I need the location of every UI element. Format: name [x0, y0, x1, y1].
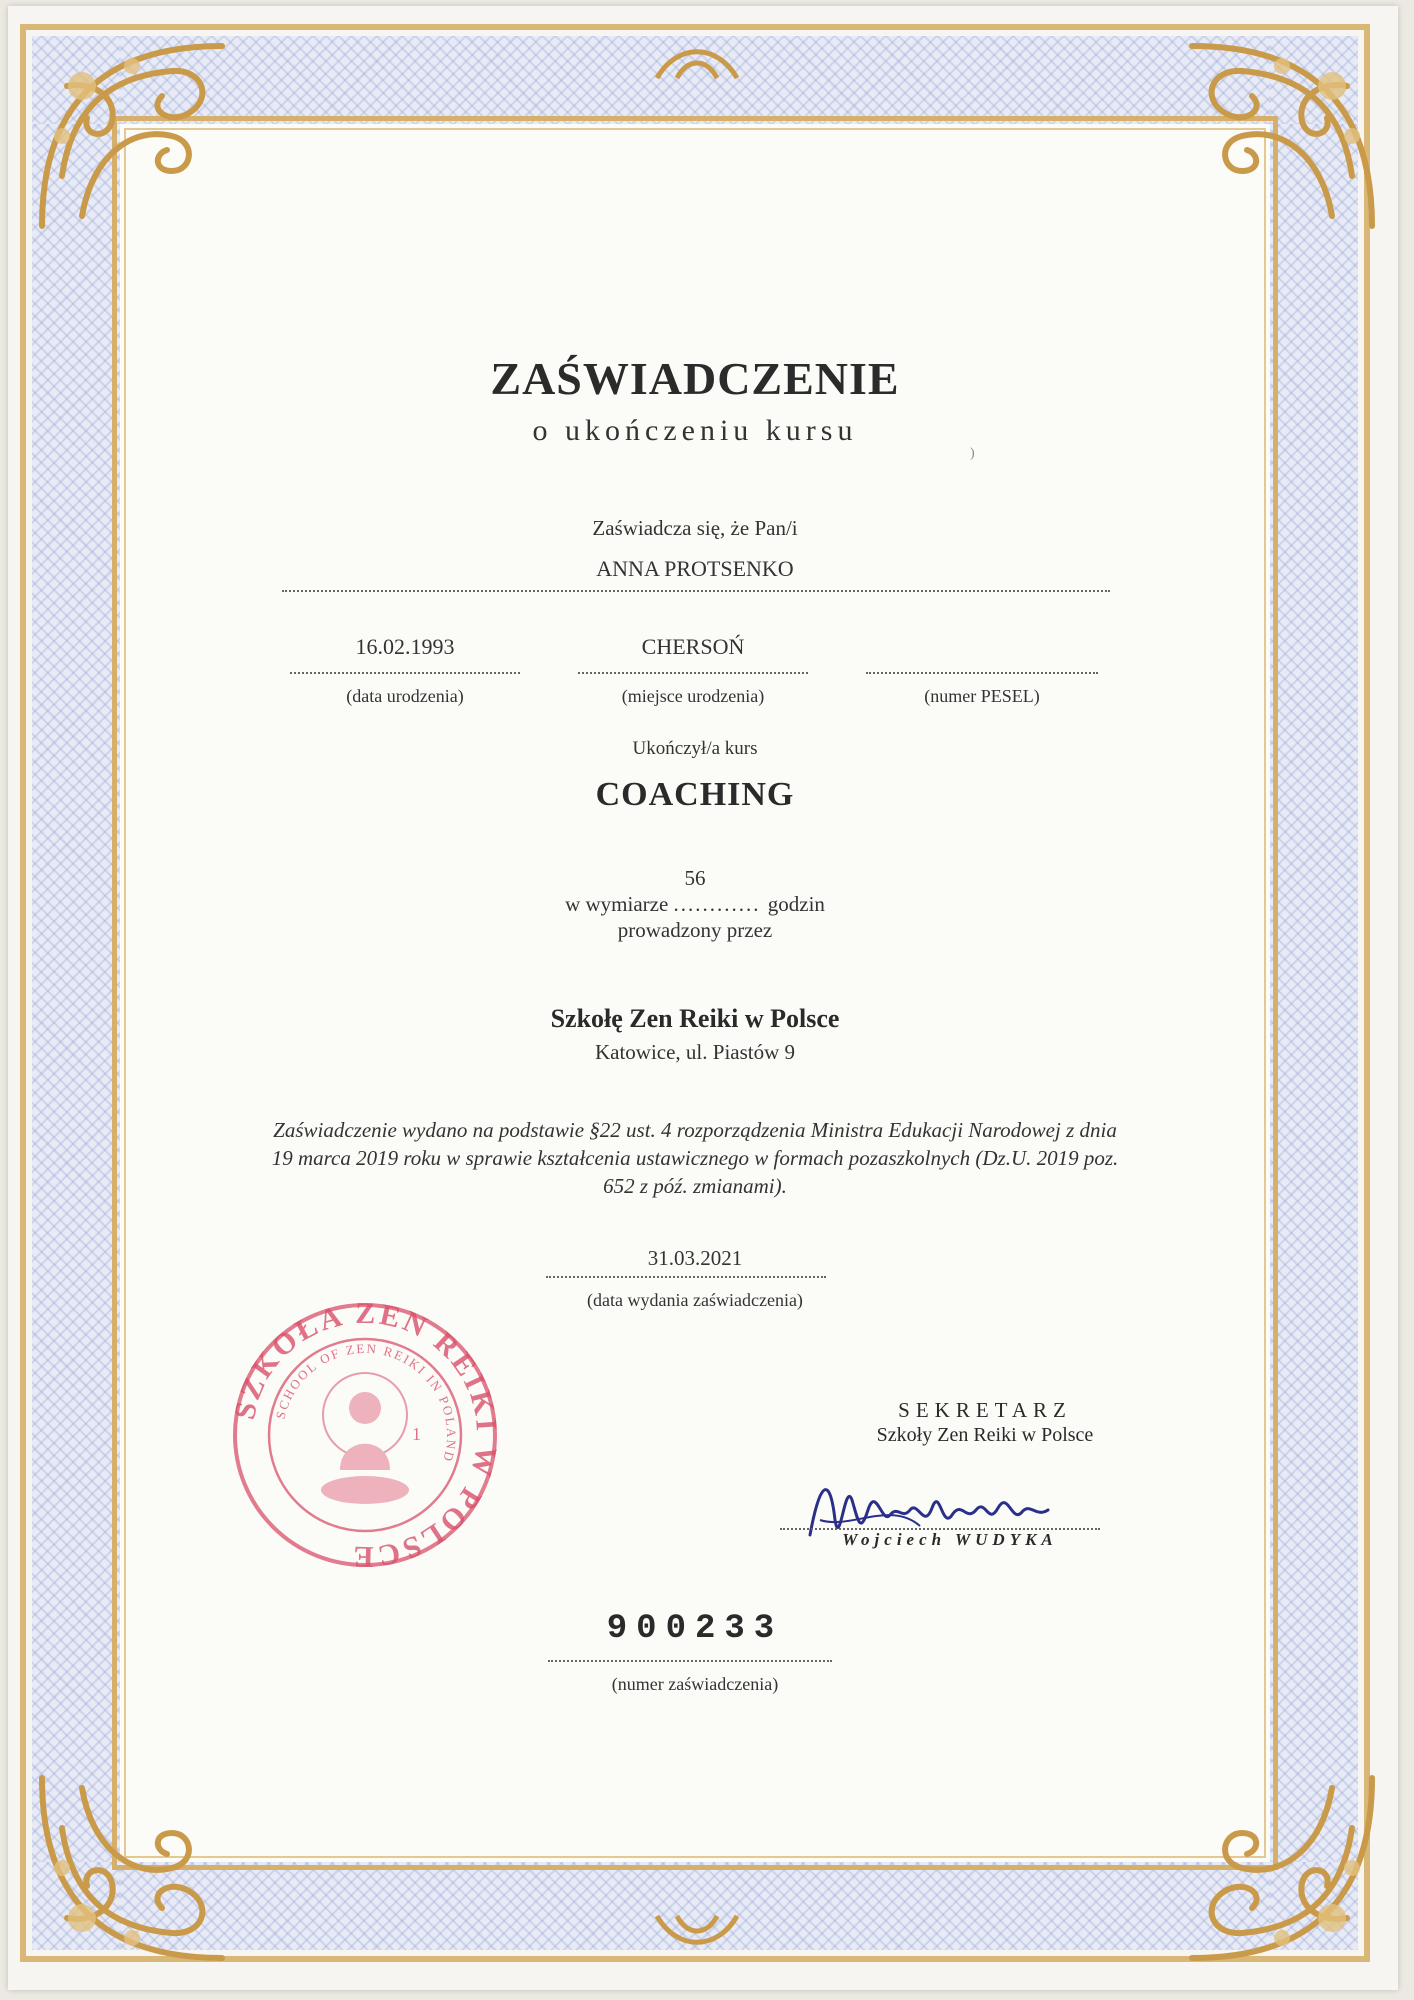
certificate-number: 900233: [606, 1610, 784, 1648]
buddha-figure-icon: [321, 1373, 409, 1504]
birth-place-caption: (miejsce urodzenia): [621, 686, 765, 706]
stamp-outer-text: SZKOŁA ZEN REIKI W POLSCE: [230, 1300, 500, 1570]
birth-place-value: CHERSOŃ: [641, 634, 745, 659]
school-name: Szkołę Zen Reiki w Polsce: [550, 1004, 840, 1033]
hours-line: w wymiarze ............ godzin: [565, 892, 825, 916]
course-name: COACHING: [595, 776, 795, 813]
svg-text:SZKOŁA ZEN REIKI W POLSCE: [230, 1300, 500, 1570]
certificate-number-caption: (numer zaświadczenia): [611, 1674, 779, 1694]
certificate-number-dotline: [548, 1660, 832, 1662]
secretary-org: Szkoły Zen Reiki w Polsce: [876, 1424, 1094, 1446]
stamp-inner-text: SCHOOL OF ZEN REIKI IN POLAND: [272, 1340, 460, 1465]
completed-label: Ukończył/a kurs: [632, 738, 758, 759]
certificate-title: ZAŚWIADCZENIE: [490, 353, 900, 404]
intro-text: Zaświadcza się, że Pan/i: [592, 516, 798, 540]
hours-prefix: w wymiarze: [565, 892, 669, 916]
hours-value: 56: [684, 866, 706, 890]
birth-place-dotline: [578, 672, 808, 674]
school-address: Katowice, ul. Piastów 9: [594, 1040, 796, 1064]
secretary-title: SEKRETARZ: [898, 1398, 1072, 1422]
signer-name: Wojciech WUDYKA: [842, 1530, 1058, 1549]
pesel-caption: (numer PESEL): [924, 686, 1040, 706]
issue-date-dotline: [546, 1276, 826, 1278]
hours-suffix: godzin: [767, 892, 825, 916]
birth-date-dotline: [290, 672, 520, 674]
issue-date-caption: (data wydania zaświadczenia): [587, 1290, 803, 1310]
stamp-number: 1: [412, 1424, 421, 1444]
recipient-name: ANNA PROTSENKO: [596, 556, 794, 581]
birth-date-caption: (data urodzenia): [346, 686, 464, 706]
issue-date-value: 31.03.2021: [647, 1246, 743, 1270]
school-stamp: [230, 1300, 500, 1570]
birth-date-value: 16.02.1993: [355, 634, 455, 659]
stray-mark: ): [970, 446, 975, 461]
legal-basis-text: Zaświadczenie wydano na podstawie §22 ust. 4 rozporządzenia Ministra Edukacji Narodowej z dnia 19 marca 2019 roku w sprawie kształcenia ustawicznego w formach pozaszkolnych (Dz.U. 2019 poz. 652 z póź. zmianami).: [271, 1118, 1119, 1198]
certificate-subtitle: o ukończeniu kursu: [532, 414, 858, 447]
pesel-dotline: [866, 672, 1098, 674]
name-dotline: [282, 590, 1110, 592]
conducted-by: prowadzony przez: [617, 918, 773, 942]
